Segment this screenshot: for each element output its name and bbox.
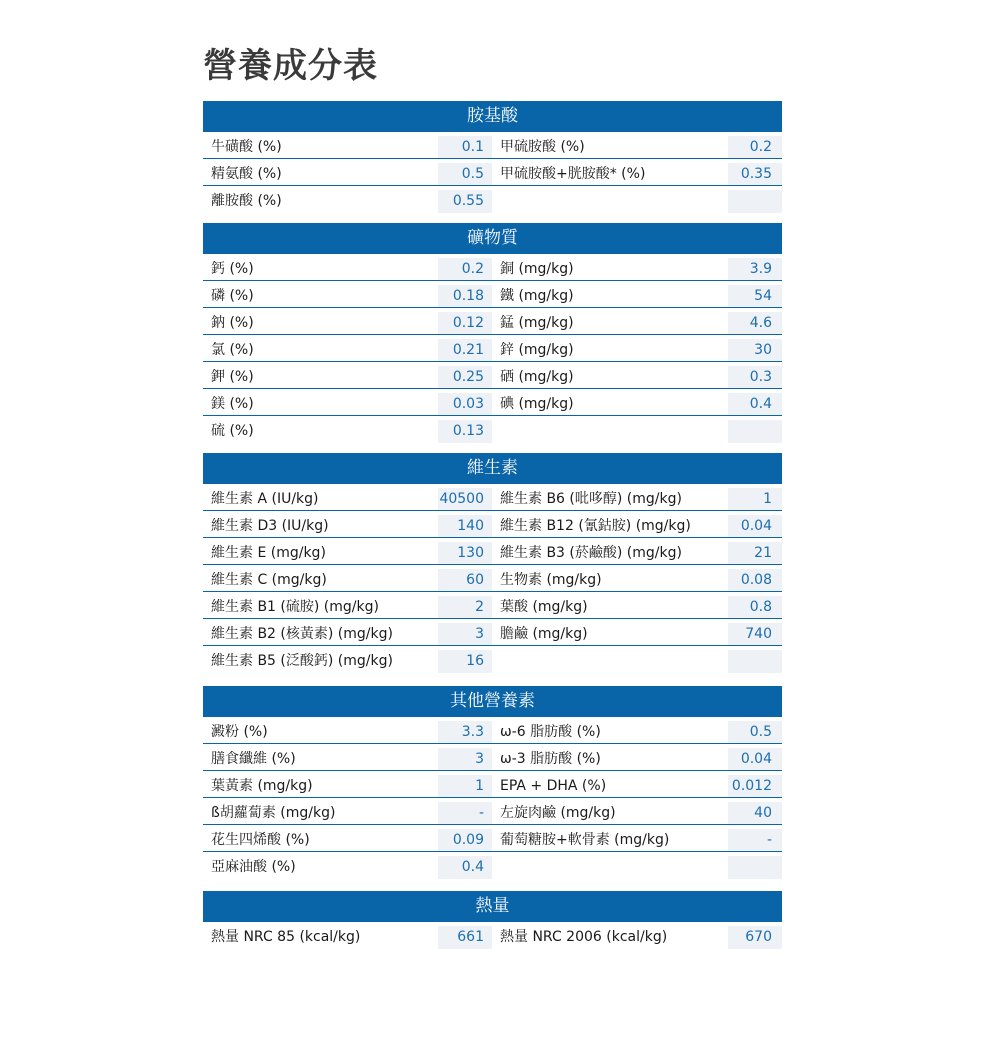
table-row	[203, 926, 782, 949]
section-header: 胺基酸	[203, 101, 782, 132]
nutrient-label: 維生素 E (mg/kg)	[203, 542, 438, 565]
nutrient-value: 3.3	[438, 721, 492, 744]
nutrient-label	[492, 190, 728, 213]
section-header: 其他營養素	[203, 686, 782, 717]
nutrient-label: 維生素 B1 (硫胺) (mg/kg)	[203, 596, 438, 619]
section	[203, 686, 782, 883]
table-row	[203, 339, 782, 362]
nutrient-label	[492, 856, 728, 879]
nutrient-value	[728, 650, 782, 673]
table-row	[203, 312, 782, 335]
nutrient-label: 鉀 (%)	[203, 366, 438, 389]
nutrient-value: -	[438, 802, 492, 825]
table-row	[203, 650, 782, 673]
nutrient-value: 0.08	[728, 569, 782, 592]
nutrient-value	[728, 420, 782, 443]
section	[203, 223, 782, 447]
nutrient-label: 銅 (mg/kg)	[492, 258, 728, 281]
nutrient-value: 54	[728, 285, 782, 308]
nutrient-label: 維生素 B12 (氰鈷胺) (mg/kg)	[492, 515, 728, 538]
nutrient-label: 膽鹼 (mg/kg)	[492, 623, 728, 646]
nutrient-label: 鎂 (%)	[203, 393, 438, 416]
table-row	[203, 623, 782, 646]
section-header: 礦物質	[203, 223, 782, 254]
nutrient-value: -	[728, 829, 782, 852]
nutrient-value: 40500	[438, 488, 492, 511]
nutrient-label: 維生素 A (IU/kg)	[203, 488, 438, 511]
nutrient-value: 30	[728, 339, 782, 362]
nutrient-label: 精氨酸 (%)	[203, 163, 438, 186]
nutrient-label: 生物素 (mg/kg)	[492, 569, 728, 592]
nutrient-label: 花生四烯酸 (%)	[203, 829, 438, 852]
section	[203, 453, 782, 677]
nutrient-label: 膳食纖維 (%)	[203, 748, 438, 771]
nutrient-value: 0.012	[728, 775, 782, 798]
nutrient-value: 0.2	[728, 136, 782, 159]
nutrient-value: 16	[438, 650, 492, 673]
nutrient-value: 0.3	[728, 366, 782, 389]
table-row	[203, 515, 782, 538]
nutrient-label: 熱量 NRC 2006 (kcal/kg)	[500, 929, 668, 945]
nutrient-label: 硒 (mg/kg)	[492, 366, 728, 389]
table-row	[203, 163, 782, 186]
section	[203, 891, 782, 953]
nutrient-value: 0.5	[438, 163, 492, 186]
table-row	[203, 542, 782, 565]
table-row	[203, 856, 782, 879]
table-row	[203, 829, 782, 852]
table-row	[203, 190, 782, 213]
nutrient-label: 熱量 NRC 85 (kcal/kg)	[211, 929, 361, 945]
nutrient-label: 離胺酸 (%)	[211, 193, 282, 209]
section-header: 維生素	[203, 453, 782, 484]
nutrient-value: 0.18	[438, 285, 492, 308]
nutrient-label: 維生素 B5 (泛酸鈣) (mg/kg)	[211, 653, 393, 669]
nutrient-value: 4.6	[728, 312, 782, 335]
nutrient-value: 661	[438, 926, 492, 949]
nutrient-value: 0.8	[728, 596, 782, 619]
table-row	[203, 721, 782, 744]
nutrient-label: 葉酸 (mg/kg)	[492, 596, 728, 619]
nutrient-value: 2	[438, 596, 492, 619]
nutrient-value: 3	[438, 748, 492, 771]
table-row	[203, 488, 782, 511]
nutrient-label: 葉黃素 (mg/kg)	[203, 775, 438, 798]
nutrient-label: ω-6 脂肪酸 (%)	[492, 721, 728, 744]
table-row	[203, 802, 782, 825]
nutrient-value: 0.13	[438, 420, 492, 443]
nutrient-label: 葡萄糖胺+軟骨素 (mg/kg)	[492, 829, 728, 852]
nutrient-label: 牛磺酸 (%)	[203, 136, 438, 159]
nutrient-value: 140	[438, 515, 492, 538]
nutrient-value: 40	[728, 802, 782, 825]
nutrient-label: 甲硫胺酸 (%)	[492, 136, 728, 159]
nutrient-value: 0.4	[438, 856, 492, 879]
nutrient-label: 鐵 (mg/kg)	[492, 285, 728, 308]
nutrient-label: 鈣 (%)	[203, 258, 438, 281]
nutrient-value: 3	[438, 623, 492, 646]
table-row	[203, 258, 782, 281]
page-title: 營養成分表	[203, 46, 378, 86]
nutrient-label: 亞麻油酸 (%)	[211, 859, 296, 875]
nutrient-label: EPA + DHA (%)	[492, 775, 728, 798]
nutrient-label: 維生素 C (mg/kg)	[203, 569, 438, 592]
nutrient-value	[728, 190, 782, 213]
table-row	[203, 775, 782, 798]
table-row	[203, 569, 782, 592]
section-header: 熱量	[203, 891, 782, 922]
nutrient-label: ω-3 脂肪酸 (%)	[492, 748, 728, 771]
nutrient-value: 670	[728, 926, 782, 949]
nutrient-value: 0.2	[438, 258, 492, 281]
nutrient-label: 鈉 (%)	[203, 312, 438, 335]
nutrient-value: 0.09	[438, 829, 492, 852]
nutrient-value: 0.25	[438, 366, 492, 389]
table-row	[203, 285, 782, 308]
nutrient-label: 氯 (%)	[203, 339, 438, 362]
table-row	[203, 748, 782, 771]
nutrient-label: 鋅 (mg/kg)	[492, 339, 728, 362]
nutrient-value	[728, 856, 782, 879]
nutrient-value: 60	[438, 569, 492, 592]
nutrient-value: 3.9	[728, 258, 782, 281]
nutrient-label: 維生素 B2 (核黃素) (mg/kg)	[203, 623, 438, 646]
nutrient-value: 0.4	[728, 393, 782, 416]
table-row	[203, 136, 782, 159]
table-row	[203, 393, 782, 416]
nutrient-value: 0.55	[438, 190, 492, 213]
nutrient-label: 錳 (mg/kg)	[492, 312, 728, 335]
nutrient-label	[492, 420, 728, 443]
nutrient-label: 硫 (%)	[211, 423, 254, 439]
nutrient-label: 左旋肉鹼 (mg/kg)	[492, 802, 728, 825]
nutrient-label: ß胡蘿蔔素 (mg/kg)	[203, 802, 438, 825]
nutrient-value: 0.12	[438, 312, 492, 335]
nutrient-label: 磷 (%)	[203, 285, 438, 308]
nutrient-label: 澱粉 (%)	[203, 721, 438, 744]
nutrient-value: 0.5	[728, 721, 782, 744]
nutrient-value: 1	[438, 775, 492, 798]
nutrient-label: 碘 (mg/kg)	[492, 393, 728, 416]
table-row	[203, 366, 782, 389]
nutrient-value: 0.35	[728, 163, 782, 186]
nutrient-value: 740	[728, 623, 782, 646]
nutrient-value: 1	[728, 488, 782, 511]
nutrient-value: 0.03	[438, 393, 492, 416]
nutrient-label: 維生素 B6 (吡哆醇) (mg/kg)	[492, 488, 728, 511]
nutrient-value: 0.1	[438, 136, 492, 159]
table-row	[203, 596, 782, 619]
nutrient-value: 21	[728, 542, 782, 565]
nutrient-value: 0.04	[728, 748, 782, 771]
nutrient-label: 維生素 D3 (IU/kg)	[203, 515, 438, 538]
section	[203, 101, 782, 217]
nutrient-value: 0.21	[438, 339, 492, 362]
nutrient-value: 130	[438, 542, 492, 565]
nutrient-value: 0.04	[728, 515, 782, 538]
nutrient-label	[492, 650, 728, 673]
nutrient-label: 甲硫胺酸+胱胺酸* (%)	[492, 163, 728, 186]
table-row	[203, 420, 782, 443]
nutrient-label: 維生素 B3 (菸鹼酸) (mg/kg)	[492, 542, 728, 565]
